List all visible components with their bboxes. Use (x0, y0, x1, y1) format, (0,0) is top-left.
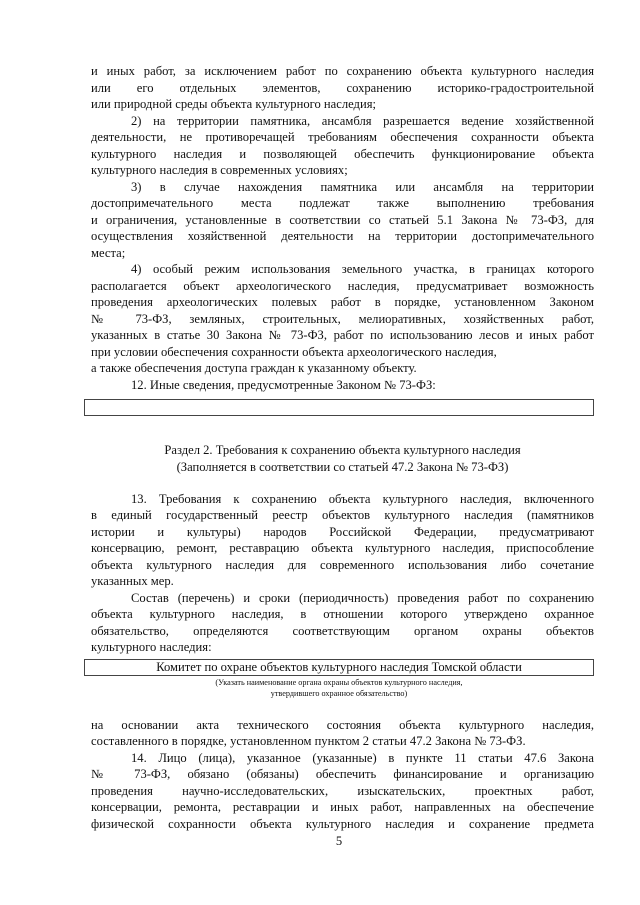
text-line: Состав (перечень) и сроки (периодичность) проведения работ по сохранению (131, 591, 594, 605)
text-line: и ограничения, установленные в соответствии со статьей 5.1 Закона № 73-ФЗ, для (91, 213, 594, 227)
text-line: 14. Лицо (лица), указанное (указанные) в пункте 11 статьи 47.6 Закона (131, 751, 594, 765)
text-line: места; (91, 246, 126, 260)
text-line: консервацию, ремонт, реставрацию объекта культурного наследия, приспособление (91, 541, 594, 555)
text-line: культурного наследия в современных условиях; (91, 163, 348, 177)
text-line: 12. Иные сведения, предусмотренные Законом № 73-ФЗ: (131, 378, 436, 392)
text-line: деятельности, не противоречащей требованиям обеспечения сохранности объекта (91, 130, 594, 144)
text-line: располагается объект археологического наследия, предусматривает возможность (91, 279, 594, 293)
protection-organ-hint: (Указать наименование органа охраны объектов культурного наследия, (215, 678, 463, 687)
page-number: 5 (335, 834, 343, 848)
text-line: объекта культурного наследия, в отношении которого утверждено охранное (91, 607, 594, 621)
text-line: культурного наследия и позволяющей обеспечить функционирование объекта (91, 147, 594, 161)
text-line: или природной среды объекта культурного наследия; (91, 97, 376, 111)
text-line: или его отдельных элементов, сохранению историко-градостроительной (91, 81, 594, 95)
text-line: осуществления хозяйственной деятельности на территории достопримечательного (91, 229, 594, 243)
text-line: указанных в статье 30 Закона № 73-ФЗ, работ по использованию лесов и иных работ (91, 328, 594, 342)
protection-organ-value: Комитет по охране объектов культурного наследия Томской области (156, 660, 522, 674)
section-subtitle: (Заполняется в соответствии со статьей 47.2 Закона № 73-ФЗ) (176, 460, 509, 474)
text-line: 3) в случае нахождения памятника или ансамбля на территории (131, 180, 594, 194)
text-line: 13. Требования к сохранению объекта культурного наследия, включенного (131, 492, 594, 506)
text-line: истории и культуры) народов Российской Федерации, предусматривают (91, 525, 594, 539)
text-line: достопримечательного места подлежат также выполнению требования (91, 196, 594, 210)
text-line: объекта культурного наследия для современного использования либо сочетание (91, 558, 594, 572)
text-line: проведения научно-исследовательских, изыскательских, проектных работ, (91, 784, 594, 798)
text-line: и иных работ, за исключением работ по сохранению объекта культурного наследия (91, 64, 594, 78)
protection-organ-hint: утвердившего охранное обязательство) (270, 689, 408, 698)
text-line: при условии обеспечения сохранности объекта археологического наследия, (91, 345, 497, 359)
text-line: № 73-ФЗ, земляных, строительных, мелиоративных, хозяйственных работ, (91, 312, 594, 326)
other-info-field[interactable] (84, 399, 594, 416)
text-line: составленного в порядке, установленном пунктом 2 статьи 47.2 Закона № 73-ФЗ. (91, 734, 526, 748)
text-line: обязательство, определяются соответствующим органом охраны объектов (91, 624, 594, 638)
text-line: указанных мер. (91, 574, 174, 588)
text-line: 4) особый режим использования земельного участка, в границах которого (131, 262, 594, 276)
text-line: консервации, ремонта, реставрации и иных работ, направленных на обеспечение (91, 800, 594, 814)
text-line: № 73-ФЗ, обязано (обязаны) обеспечить финансирование и организацию (91, 767, 594, 781)
text-line: 2) на территории памятника, ансамбля разрешается ведение хозяйственной (131, 114, 594, 128)
section-title: Раздел 2. Требования к сохранению объекта культурного наследия (164, 443, 521, 457)
text-line: физической сохранности объекта культурного наследия и сохранение предмета (91, 817, 594, 831)
text-line: в единый государственный реестр объектов культурного наследия (памятников (91, 508, 594, 522)
text-line: культурного наследия: (91, 640, 212, 654)
text-line: проведения археологических полевых работ в порядке, установленном Законом (91, 295, 594, 309)
text-line: а также обеспечения доступа граждан к указанному объекту. (91, 361, 417, 375)
text-line: на основании акта технического состояния объекта культурного наследия, (91, 718, 594, 732)
